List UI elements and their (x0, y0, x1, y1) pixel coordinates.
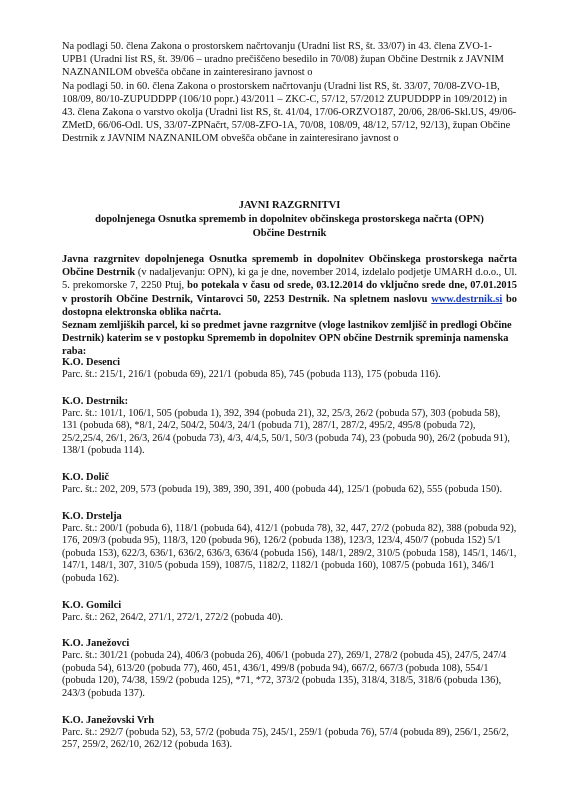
document-title (62, 199, 517, 241)
announcement-bold-3: bo dostopna elektronska oblika načrta. (62, 293, 517, 318)
section-dolic (62, 471, 517, 497)
section-drstelja (62, 510, 517, 586)
section-parcels: Parc. št.: 101/1, 106/1, 505 (pobuda 1), 392, 394 (pobuda 21), 32, 25/3, 26/2 (pobuda 57), 303 (pobuda 58), 131 (pobuda 68), *8/1, 24/2, 504/2, 504/3, 24/1 (pobuda 71), 287/1, 287/2, 495/2, 495/8 (pobuda 72), 25/2,25/4, 26/1, 26/3, 26/4 (pobuda 73), 4/3, 4/4,5, 50/1, 50/3 (pobuda 74), 23 (pobuda 90), 26/2 (pobuda 91), 138/1 (pobuda 114). (62, 407, 510, 457)
section-parcels: Parc. št.: 262, 264/2, 271/1, 272/1, 272/2 (pobuda 40). (62, 611, 283, 623)
website-link[interactable]: www.destrnik.si (431, 293, 503, 305)
announcement-paragraph (62, 253, 517, 319)
title-line-3: Občine Destrnik (252, 228, 327, 239)
section-parcels: Parc. št.: 301/21 (pobuda 24), 406/3 (pobuda 26), 406/1 (pobuda 27), 269/1, 278/2 (pobuda 45), 247/5, 247/4 (pobuda 54), 613/20 (pobuda 77), 460, 451, 436/1, 499/8 (pobuda 94), 667/2, 667/3 (pobuda 108), 554/1 (pobuda 120), 74/38, 159/2 (pobuda 125), *71, *72, 373/2 (pobuda 135), 318/4, 318/5, 318/6 (pobuda 136), 243/3 (pobuda 137). (62, 650, 507, 699)
announcement-text-1: (v nadaljevanju: OPN), ki ga je dne, november 2014, izdelalo podjetje UMARH d.o.o., Ul. 5. prekomorske 7, 2250 Ptuj, (62, 267, 517, 292)
title-line-1: JAVNI RAZGRNITVI (238, 200, 341, 211)
section-parcels: Parc. št.: 292/7 (pobuda 52), 53, 57/2 (pobuda 75), 245/1, 259/1 (pobuda 76), 57/4 (pobuda 89), 256/1, 256/2, 257, 259/2, 262/10, 262/12 (pobuda 163). (62, 726, 509, 751)
title-line-2: dopolnjenega Osnutka sprememb in dopolnitev občinskega prostorskega načrta (OPN) (95, 214, 484, 225)
section-destrnik (62, 395, 517, 458)
section-heading: K.O. Desenci (62, 357, 121, 368)
announcement-bold-2: bo potekala v času od srede, 03.12.2014 do vključno srede dne, 07.01.2015 v prostorih Občine Destrnik, Vintarovci 50, 2253 Destrnik. Na spletnem naslovu (62, 280, 517, 305)
section-heading: K.O. Janežovci (62, 638, 130, 650)
parcel-sections (62, 356, 517, 765)
section-gomilci (62, 599, 517, 625)
section-janezovski-vrh (62, 714, 517, 752)
section-heading: K.O. Drstelja (62, 510, 122, 522)
intro-paragraph-2: Na podlagi 50. in 60. člena Zakona o prostorskem načrtovanju (Uradni list RS, št. 33/07, 70/08-ZVO-1B, 108/09, 80/10-ZUPUDDPP (106/10 popr.) 43/2011 – ZKC-C, 57/12, 57/2012 ZUPUDDPP in 109/2012) in 43. člena Zakona o varstvo okolja (Uradni list RS, št. 41/04, 17/06-ORZVO187, 20/06, 28/06-Skl.US, 49/06-ZMetD, 66/06-Odl. US, 33/07-ZPNačrt, 57/08-ZFO-1A, 70/08, 108/09, 48/12, 57/12, 92/13), župan Občine Destrnik z JAVNIM NAZNANILOM obvešča občane in zainteresirano javnost o (62, 80, 517, 145)
announcement-bold-1: Javna razgrnitev dopolnjenega Osnutka sprememb in dopolnitev Občinskega prostorskega načrta Občine Destrnik (62, 254, 517, 279)
section-heading: K.O. Dolič (62, 471, 110, 483)
intro-paragraph-1: Na podlagi 50. člena Zakona o prostorskem načrtovanju (Uradni list RS, št. 33/07) in 43. člena ZVO-1-UPB1 (Uradni list RS, št. 39/06 – uradno prečiščeno besedilo in 70/08) župan Občine Destrnik z JAVNIM NAZNANILOM obvešča občane in zainteresirano javnost o (62, 41, 504, 79)
section-heading: K.O. Destrnik: (62, 395, 129, 407)
section-heading: K.O. Gomilci (62, 599, 122, 611)
section-parcels: Parc. št.: 200/1 (pobuda 6), 118/1 (pobuda 64), 412/1 (pobuda 78), 32, 447, 27/2 (pobuda 82), 388 (pobuda 92), 176, 209/3 (pobuda 95), 118/3, 120 (pobuda 96), 126/2 (pobuda 138), 123/3, 123/4, 450/7 (pobuda 152) 5/1 (pobuda 153), 622/3, 636/1, 636/2, 636/3, 636/4 (pobuda 156), 148/1, 289/2, 310/5 (pobuda 158), 145/1, 146/1, 147/1, 148/1, 307, 310/5 (pobuda 159), 1087/5, 1182/2, 1182/1 (pobuda 160), 1087/5 (pobuda 161), 346/1 (pobuda 162). (62, 522, 517, 584)
intro-block (62, 40, 517, 146)
section-parcels: Parc. št.: 215/1, 216/1 (pobuda 69), 221/1 (pobuda 85), 745 (pobuda 113), 175 (pobuda 116). (62, 369, 441, 380)
section-parcels: Parc. št.: 202, 209, 573 (pobuda 19), 389, 390, 391, 400 (pobuda 44), 125/1 (pobuda 62), 555 (pobuda 150). (62, 483, 502, 495)
section-janezovci (62, 637, 517, 700)
parcel-list-intro: Seznam zemljiških parcel, ki so predmet javne razgrnitve (vloge lastnikov zemljišč in predlogi Občine Destrnik) katerim se v postopku Sprememb in dopolnitev OPN občine Destrnik spreminja namenska raba: (62, 320, 512, 358)
section-heading: K.O. Janežovski Vrh (62, 714, 154, 726)
section-desenci (62, 356, 517, 382)
